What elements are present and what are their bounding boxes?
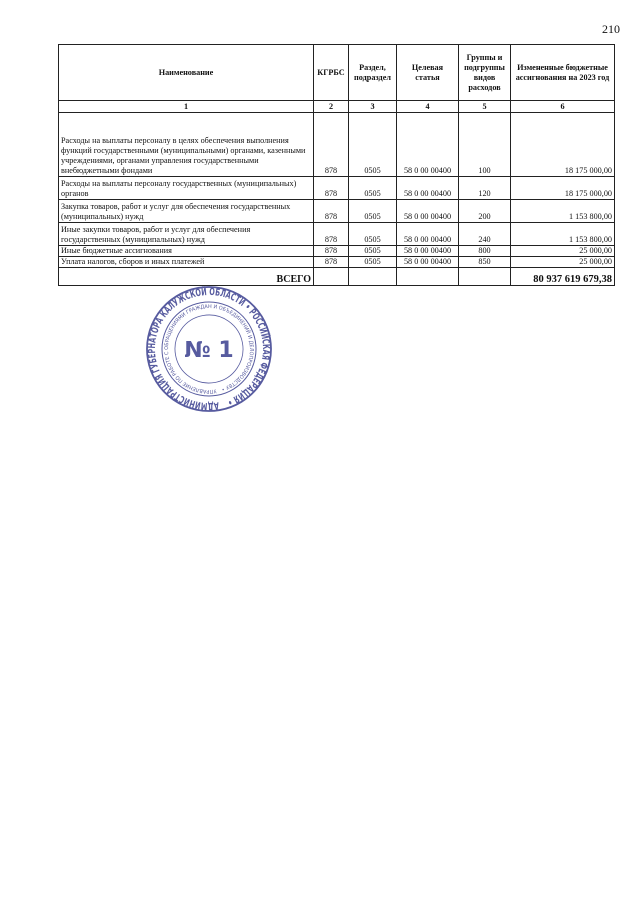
column-number: 1 — [59, 101, 314, 113]
empty-cell — [397, 268, 459, 286]
row-group: 240 — [459, 223, 511, 246]
empty-cell — [314, 268, 349, 286]
row-section: 0505 — [349, 246, 397, 257]
official-seal-stamp — [145, 285, 273, 413]
table-row — [59, 246, 615, 257]
row-name: Иные бюджетные ассигнования — [59, 246, 314, 257]
row-name: Уплата налогов, сборов и иных платежей — [59, 257, 314, 268]
header-amount: Измененные бюджетные ассигнования на 2023 год — [511, 45, 615, 101]
header-target: Целевая статья — [397, 45, 459, 101]
stamp-number: № 1 — [184, 338, 234, 363]
row-amount: 25 000,00 — [511, 257, 615, 268]
total-row — [59, 268, 615, 286]
table-row — [59, 177, 615, 200]
row-name: Иные закупки товаров, работ и услуг для обеспечения государственных (муниципальных) нужд — [59, 223, 314, 246]
table-row — [59, 257, 615, 268]
row-group: 200 — [459, 200, 511, 223]
row-amount: 1 153 800,00 — [511, 200, 615, 223]
row-kgrbs: 878 — [314, 200, 349, 223]
table-row — [59, 113, 615, 177]
total-label: ВСЕГО — [59, 268, 314, 286]
row-name: Расходы на выплаты персоналу в целях обеспечения выполнения функций государственными (муниципальными) органами, казенными учреждениями, органами управления государственными внебюджетными фондами — [59, 113, 314, 177]
row-section: 0505 — [349, 200, 397, 223]
column-number: 5 — [459, 101, 511, 113]
row-section: 0505 — [349, 177, 397, 200]
row-target: 58 0 00 00400 — [397, 223, 459, 246]
row-kgrbs: 878 — [314, 223, 349, 246]
row-group: 850 — [459, 257, 511, 268]
row-amount: 25 000,00 — [511, 246, 615, 257]
row-name: Расходы на выплаты персоналу государственных (муниципальных) органов — [59, 177, 314, 200]
row-kgrbs: 878 — [314, 177, 349, 200]
total-amount: 80 937 619 679,38 — [511, 268, 615, 286]
row-kgrbs: 878 — [314, 257, 349, 268]
table-header-row — [59, 45, 615, 101]
row-group: 100 — [459, 113, 511, 177]
row-group: 800 — [459, 246, 511, 257]
page-number: 210 — [602, 22, 620, 36]
column-number: 6 — [511, 101, 615, 113]
empty-cell — [349, 268, 397, 286]
row-kgrbs: 878 — [314, 246, 349, 257]
stamp-outer-textpath: АДМИНИСТРАЦИЯ ГУБЕРНАТОРА КАЛУЖСКОЙ ОБЛАСТИ • РОССИЙСКАЯ ФЕДЕРАЦИЯ • — [146, 286, 272, 412]
row-section: 0505 — [349, 113, 397, 177]
header-section: Раздел, подраздел — [349, 45, 397, 101]
empty-cell — [459, 268, 511, 286]
column-number: 4 — [397, 101, 459, 113]
table-row — [59, 200, 615, 223]
column-number: 2 — [314, 101, 349, 113]
row-section: 0505 — [349, 257, 397, 268]
row-name: Закупка товаров, работ и услуг для обеспечения государственных (муниципальных) нужд — [59, 200, 314, 223]
column-number-row — [59, 101, 615, 113]
row-group: 120 — [459, 177, 511, 200]
header-name: Наименование — [59, 45, 314, 101]
header-groups: Группы и подгруппы видов расходов — [459, 45, 511, 101]
row-amount: 18 175 000,00 — [511, 113, 615, 177]
row-kgrbs: 878 — [314, 113, 349, 177]
table-row — [59, 223, 615, 246]
row-target: 58 0 00 00400 — [397, 177, 459, 200]
row-target: 58 0 00 00400 — [397, 200, 459, 223]
row-target: 58 0 00 00400 — [397, 113, 459, 177]
row-amount: 18 175 000,00 — [511, 177, 615, 200]
row-section: 0505 — [349, 223, 397, 246]
row-target: 58 0 00 00400 — [397, 246, 459, 257]
column-number: 3 — [349, 101, 397, 113]
row-target: 58 0 00 00400 — [397, 257, 459, 268]
header-kgrbs: КГРБС — [314, 45, 349, 101]
stamp-inner-textpath: УПРАВЛЕНИЕ ПО РАБОТЕ С ОБРАЩЕНИЯМИ ГРАЖДАН И ОБЪЕДИНЕНИЙ И ДЕЛОПРОИЗВОДСТВУ • — [163, 303, 255, 395]
budget-table — [58, 44, 615, 286]
row-amount: 1 153 800,00 — [511, 223, 615, 246]
